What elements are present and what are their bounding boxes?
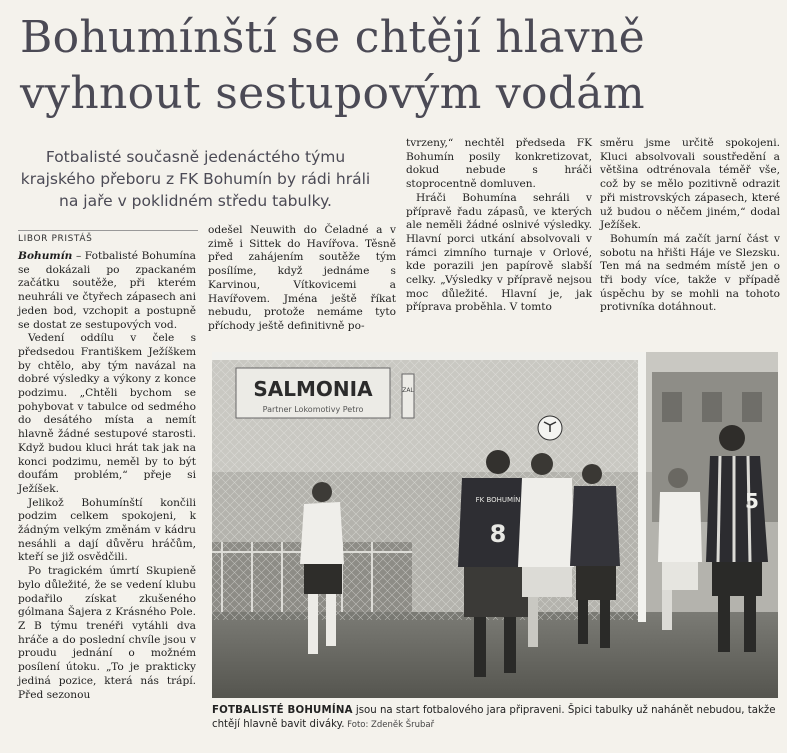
headline-line-2: vyhnout sestupovým vodám [20, 68, 645, 119]
jersey-number-5: 5 [745, 489, 759, 513]
banner-side: ZAL [402, 387, 414, 394]
match-photo-illustration [212, 352, 778, 698]
column-1-paragraph-1-text: – Fotbalisté Bohumína se dokázali po zpackaném začátku soutěže, při kterém neuhráli ve čtyřech zápasech ani jeden bod, vzchopit a postupně se dostat ze sestupových vod. [18, 250, 196, 331]
caption-label: FOTBALISTÉ BOHUMÍNA [212, 705, 353, 716]
headline [20, 10, 780, 122]
column-1-paragraph-2: Vedení oddílu v čele s předsedou Františkem Ježíškem by chtělo, aby tým navázal na dobré výsledky a výkony z konce podzimu. „Chtěli bychom se pohybovat v tabulce od sedmého do desátého místa a nemít hlavně žádné sestupové starosti. Když budou kluci hrát tak jak na konci podzimu, neměl by to být doufám problém,“ přeje si Ježíšek. [18, 332, 196, 495]
headline-line-1: Bohumínští se chtějí hlavně [20, 12, 645, 63]
column-4-paragraph-2: Bohumín má začít jarní část v sobotu na hřišti Háje ve Slezsku. Ten má na sedmém místě jen o tři body více, takže v případě úspěchu by se mohli na tohoto protivníka dotáhnout. [600, 232, 780, 314]
banner-title: SALMONIA [253, 377, 373, 401]
column-1-paragraph-4: Po tragickém úmrtí Skupieně bylo důležité, že se vedení klubu podařilo získat zkušeného gólmana Šajera z Krásného Pole. Z B týmu trenéři vytáhli dva hráče a do poslední chvíle jsou v proudu jednání o možném posílení útoku. „To je prakticky jediná pozice, která nás trápí. Před sezonou [18, 565, 196, 701]
jersey-number-8: 8 [489, 520, 507, 548]
photo-credit: Foto: Zdeněk Šrubař [344, 720, 435, 730]
banner-subtitle: Partner Lokomotivy Petro [262, 405, 364, 414]
author-byline: LIBOR PRISTÁŠ [18, 230, 198, 244]
column-1-paragraph-1 [18, 250, 196, 332]
pitch [212, 612, 778, 698]
column-2-paragraph-1: odešel Neuwith do Čeladné a v zimě i Sittek do Havířova. Těsně před zahájením soutěže tým posílíme, když jednáme s Karvinou, Vítkovicemi a Havířovem. Jména ještě říkat nebudu, protože nemáme tyto příchody ještě definitivně po- [208, 224, 396, 332]
lead-paragraph: Fotbalisté současně jedenáctého týmu krajského přeboru z FK Bohumín by rádi hráli na jaře v poklidném středu tabulky. [20, 148, 371, 210]
column-1-paragraph-3: Jelikož Bohumínští končili podzim celkem spokojeni, k žádným velkým změnám v kádru nesáhli a dají důvěru hráčům, kteří se již osvědčili. [18, 496, 196, 564]
column-3-paragraph-1: tvrzeny,“ nechtěl předseda FK Bohumín posily konkretizovat, dokud nebude s hráči stoprocentně domluven. [406, 137, 592, 191]
sponsor-banner [236, 368, 414, 418]
article-column-4 [600, 137, 780, 315]
match-photo [212, 352, 778, 698]
caption-text: jsou na start fotbalového jara připraveni. Špici tabulky už nahánět nebudou, takže chtějí hlavně bavit diváky. [212, 705, 776, 730]
football [538, 416, 562, 440]
crossbar [212, 352, 646, 360]
goal-post [638, 352, 646, 622]
article-column-2 [208, 224, 396, 334]
article-column-3 [406, 137, 592, 315]
dateline-place: Bohumín [18, 250, 73, 262]
article-column-1 [18, 250, 196, 702]
column-4-paragraph-1: směru jsme určitě spokojeni. Kluci absolvovali soustředění a většina odtrénovala téměř vše, což by se mělo pozitivně odrazit při mistrovských zápasech, které už budou o něčem jiném,“ dodal Ježíšek. [600, 137, 780, 232]
photo-caption [212, 704, 780, 732]
column-3-paragraph-2: Hráči Bohumína sehráli v přípravě řadu zápasů, ve kterých ale neměli žádné oslnivé výsledky. Hlavní porci utkání absolvovali v rámci zimního turnaje v Orlové, kde porazili jen papírově slabší celky. „Výsledky v přípravě nejsou moc důležité. Hlavní je, jak příprava proběhla. V tomto [406, 191, 592, 314]
jersey-club-text: FK BOHUMÍN [475, 496, 521, 504]
